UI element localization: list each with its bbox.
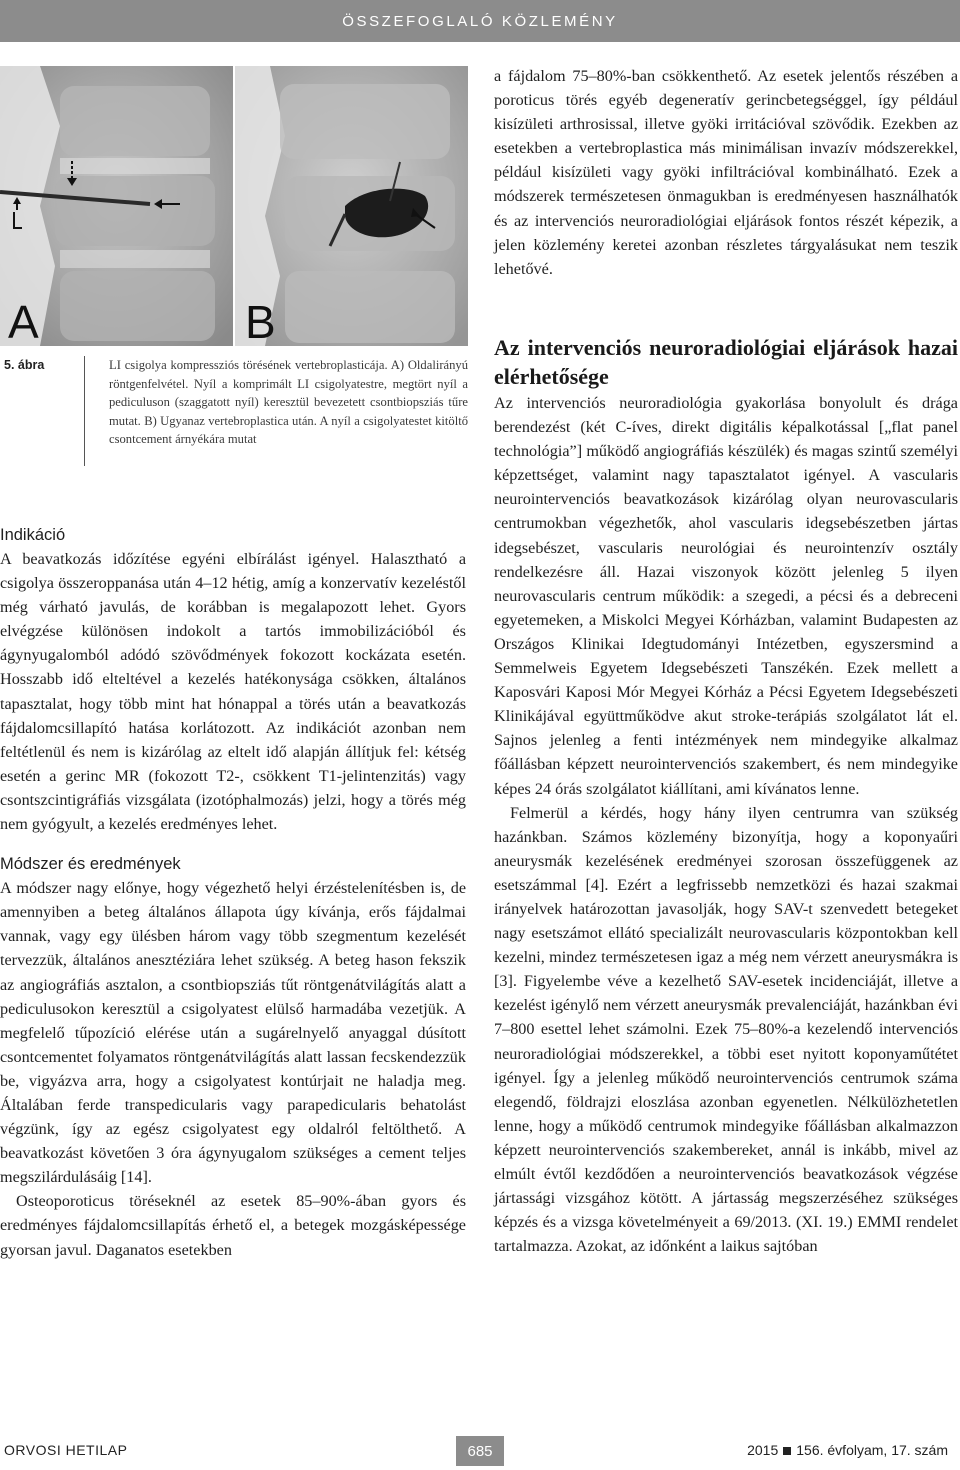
section-heading: Az intervenciós neuroradiológiai eljárások hazai elérhetősége bbox=[494, 335, 958, 389]
xray-panel-b bbox=[235, 66, 468, 346]
right-column-top bbox=[494, 64, 958, 281]
xray-image-b bbox=[235, 66, 468, 346]
paragraph-continuation: a fájdalom 75–80%-ban csökkenthető. Az esetek jelentős részében a poroticus törés egyéb degeneratív gerincbetegséggel, így például kisízületi arthrosissal, illetve gyöki irritációval szövődik. Ezekben az esetekben a vertebroplastica más minimálisan invazív módszerekkel, például kisízületi vagy gyöki infiltrációval kombinálható. Ezek a módszerek természetesen önmagukban is eredményesen használhatók és az intervenciós neuroradiológiai eljárások fontos részét képezik, a jelen közlemény keretei azonban részletes tárgyalásukat nem teszik lehetővé. bbox=[494, 67, 958, 278]
panel-a-letter: A bbox=[8, 296, 39, 346]
panel-b-letter: B bbox=[245, 296, 276, 346]
left-column bbox=[0, 523, 466, 1262]
caption-text: LI csigolya kompressziós törésének vertebroplasticája. A) Oldalirányú röntgenfelvétel. Nyíl a komprimált LI csigolyatestre, megtört nyíl a pediculuson (szaggatott nyíl) keresztül bevezetett csontbiopsziás tűre mutat. B) Ugyanaz vertebroplastica után. A nyíl a csigolyatestet kitöltő csontcement árnyékára mutat bbox=[109, 358, 468, 447]
paragraph-hazai-1: Az intervenciós neuroradiológia gyakorlása bonyolult és drága berendezést (két C-íves, direkt digitális képalkotással [„flat panel technológia”] működő angiográfiás készülék) és magas szintű személyi képzettséget, valamint nagy tapasztalatot igényel. A vascularis neurointervenciós beavatkozások kizárólag olyan neurovascularis centrumokban végezhetők, ahol vascularis idegsebészetben jártas idegsebészet, vascularis neurológiai és neurointenzív osztály rendelkezésre áll. Hazai viszonyok között jelenleg 5 ilyen neurovascularis centrum működik: a szegedi, a pécsi és a debreceni egyetemeken, a Miskolci Megyei Kórházban, valamint Budapesten az Országos Klinikai Idegtudományi Intézetben, egyszersmind a Semmelweis Egyetem Idegsebészeti Tanszékén. Ezek mellett a Kaposvári Kaposi Mór Megyei Kórház a Pécsi Egyetem Idegsebészeti Klinikájával együttműködve akut stroke-terápiás szolgálatot lát el. Sajnos jelenleg a fenti intézmények nem mindegyike alkalmaz főállásban képzett neurointervenciós szakembert, és nem mindegyike képes 24 órás szolgálatot kiállítani, ami kívánatos lenne. bbox=[494, 394, 958, 798]
paragraph-modszer-2: Osteoporoticus töréseknél az esetek 85–90%-ában gyors és eredményes fájdalomcsillapítás érhető el, a betegek mozgásképessége gyorsan javul. Daganatos esetekben bbox=[0, 1192, 466, 1259]
paragraph-hazai-2: Felmerül a kérdés, hogy hány ilyen centrumra van szükség hazánkban. Számos közlemény bizonyítja, hogy a koponyaűri aneurysmák kezelésének eredményei szorosan összefüggenek az esetszámmal [4]. Ezért a legfrissebb nemzetközi és hazai szakmai irányelvek határozottan javasolják, hogy SAV-t szenvedett betegeket nagy esetszámot ellátó specializált neurovascularis központokban kell kezelni, mindez természetesen igaz a még nem vérzett aneurysmákra is [3]. Figyelembe véve a kezelhető SAV-esetek incidenciáját, illetve a kezelést igénylő nem vérzett aneurysmák prevalenciáját, hazánkban évi 7–800 esettel lehet számolni. Ezek 75–80%-a kezelendő intervenciós neuroradiológiai módszerekkel, a többi eset nyitott koponyaműtétet igényel. Így a jelenleg működő neurointervenciós centrumok száma elegendő, földrajzi eloszlása azonban egyenetlen. Nélkülözhetetlen lenne, hogy a működő centrumok mindegyike főállásban alkalmazzon képzett neurointervenciós szakembereket, annál is inkább, mivel az elmúlt évtől kezdődően a neurointervenciós beavatkozások végzése jártassági vizsgához kötött. A jártasság megszerzéséhez szükséges képzés és a vizsga követelményeit a 69/2013. (XI. 19.) EMMI rendelet tartalmazza. Azokat, az időnként a laikus sajtóban bbox=[494, 803, 958, 1256]
figure-5 bbox=[0, 66, 468, 346]
issue-year: 2015 bbox=[747, 1442, 779, 1458]
issue-info bbox=[747, 1442, 948, 1458]
heading-indikacio: Indikáció bbox=[0, 526, 66, 544]
paragraph-modszer: A módszer nagy előnye, hogy végezhető helyi érzéstelenítésben is, de amennyiben a beteg általános állapota úgy kívánja, erős fájdalmai vannak, vagy egy ülésben három vagy több szegmentum kezelését tervezzük, általános anesztéziára lehet szükség. A beteg hason fekszik az angiográfiás asztalon, a csontbiopsziás tűt röntgenátvilágítás alatt a pediculusokon keresztül a csigolyatest elülső harmadába vezetjük. A megfelelő tűpozíció elérése után a sugárelnyelő anyaggal dúsított csontcementet folyamatos röntgenátvilágítás alatt lassan fecskendezzük be, vigyázva arra, hogy a csigolyatest kontúrjait ne haladja meg. Általában ferde transpedicularis vagy parapedicularis behatolást végzünk, így az egész csigolyatest egy oldalról feltölthető. A beavatkozást követően 3 óra ágynyugalom szükséges a cement teljes megszilárdulásáig [14]. bbox=[0, 879, 466, 1187]
paragraph-indikacio: A beavatkozás időzítése egyéni elbírálást igényel. Halasztható a csigolya összeroppanása után 4–12 hétig, amíg a konzervatív kezeléstől még várható javulás, de korábban is megalapozott lehet. Gyors elvégzése különösen indokolt a tartós immobilizációból és ágynyugalomból adódó szövődmények fokozott kockázata esetén. Hosszabb idő elteltével a kezelés hatékonysága csökken, általános tapasztalat, hogy több mint hat hónappal a törés után a beavatkozás fájdalomcsillapító hatása korlátozott. Az indikációt azonban nem feltétlenül és nem is kizárólag az eltelt idő alapján állítjuk fel: kétség esetén a gerinc MR (fokozott T2-, csökkent T1-jelintenzitás) vagy csontszcintigráfiás vizsgálata (izotóphalmozás) jelzi, hogy a törés még nem gyógyult, a kezelés eredményes lehet. bbox=[0, 550, 466, 834]
caption-label: 5. ábra bbox=[4, 356, 85, 466]
xray-image-a bbox=[0, 66, 233, 346]
page-footer bbox=[0, 1432, 960, 1470]
xray-panel-a bbox=[0, 66, 233, 346]
section-title: ÖSSZEFOGLALÓ KÖZLEMÉNY bbox=[342, 12, 618, 30]
volume-issue: 156. évfolyam, 17. szám bbox=[796, 1442, 948, 1458]
journal-name: ORVOSI HETILAP bbox=[4, 1442, 128, 1458]
heading-modszer: Módszer és eredmények bbox=[0, 855, 181, 874]
page-number: 685 bbox=[456, 1436, 504, 1466]
section-header bbox=[0, 0, 960, 42]
square-bullet-icon bbox=[783, 1447, 791, 1455]
figure-caption bbox=[0, 356, 468, 449]
right-column-section bbox=[494, 333, 958, 1258]
